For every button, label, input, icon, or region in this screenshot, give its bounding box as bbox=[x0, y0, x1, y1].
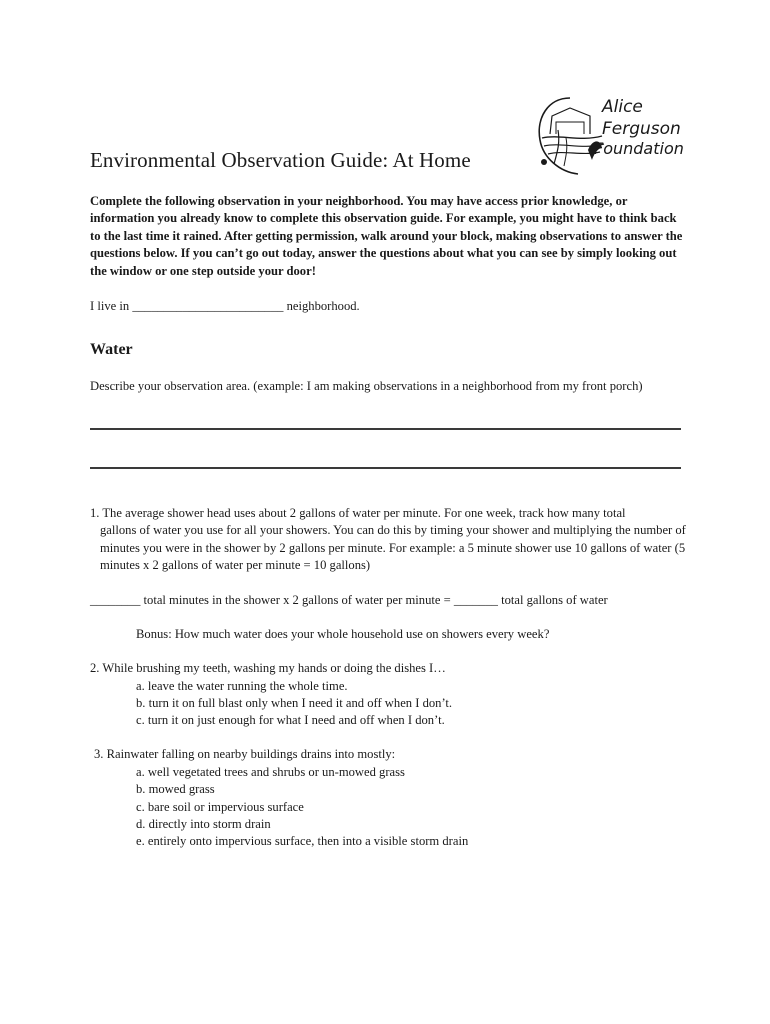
question-3-option-b: b. mowed grass bbox=[136, 782, 215, 796]
answer-line-2 bbox=[90, 467, 681, 469]
question-3-option-a: a. well vegetated trees and shrubs or un-mowed grass bbox=[136, 765, 405, 779]
question-2-option-a: a. leave the water running the whole time. bbox=[136, 679, 348, 693]
alice-ferguson-foundation-logo bbox=[530, 90, 690, 180]
question-3-prompt: 3. Rainwater falling on nearby buildings drains into mostly: bbox=[94, 747, 396, 761]
question-1-first-line: 1. The average shower head uses about 2 gallons of water per minute. For one week, track how many total bbox=[90, 506, 626, 520]
section-heading-water: Water bbox=[90, 341, 133, 358]
question-2-option-c: c. turn it on just enough for what I need and off when I don’t. bbox=[136, 713, 445, 727]
question-3-option-c: c. bare soil or impervious surface bbox=[136, 800, 304, 814]
intro-instructions: Complete the following observation in your neighborhood. You may have access prior knowledge, or information you already know to complete this observation guide. For example, you might have to think back to the last time it rained. After getting permission, walk around your block, making observations to answer the questions below. If you can’t go out today, answer the questions about what you can see by simply looking out the window or one step outside your door! bbox=[90, 194, 683, 278]
bonus-question: Bonus: How much water does your whole household use on showers every week? bbox=[136, 627, 550, 641]
logo-text-alice: Alice bbox=[602, 97, 643, 117]
shower-formula: ________ total minutes in the shower x 2 gallons of water per minute = _______ total gallons of water bbox=[90, 593, 608, 607]
describe-area-prompt: Describe your observation area. (example: I am making observations in a neighborhood from my front porch) bbox=[90, 379, 643, 393]
logo-text-foundation: Foundation bbox=[594, 139, 684, 158]
question-3-option-d: d. directly into storm drain bbox=[136, 817, 271, 831]
question-3-option-e: e. entirely onto impervious surface, then into a visible storm drain bbox=[136, 834, 469, 848]
logo-text-ferguson: Ferguson bbox=[602, 119, 681, 139]
answer-line-1 bbox=[90, 428, 681, 430]
page-title: Environmental Observation Guide: At Home bbox=[90, 148, 471, 172]
question-2-option-b: b. turn it on full blast only when I need it and off when I don’t. bbox=[136, 696, 453, 710]
question-2-prompt: 2. While brushing my teeth, washing my hands or doing the dishes I… bbox=[90, 661, 446, 675]
question-1-continuation: gallons of water you use for all your showers. You can do this by timing your shower and multiplying the number of minutes you were in the shower by 2 gallons per minute. For example: a 5 minute shower use 10 gallons of water (5 minutes x 2 gallons of water per minute = 10 gallons) bbox=[100, 523, 686, 573]
logo-emblem-icon bbox=[530, 90, 690, 180]
question-1 bbox=[90, 505, 690, 575]
neighborhood-fill-in: I live in ________________________ neighborhood. bbox=[90, 299, 360, 313]
